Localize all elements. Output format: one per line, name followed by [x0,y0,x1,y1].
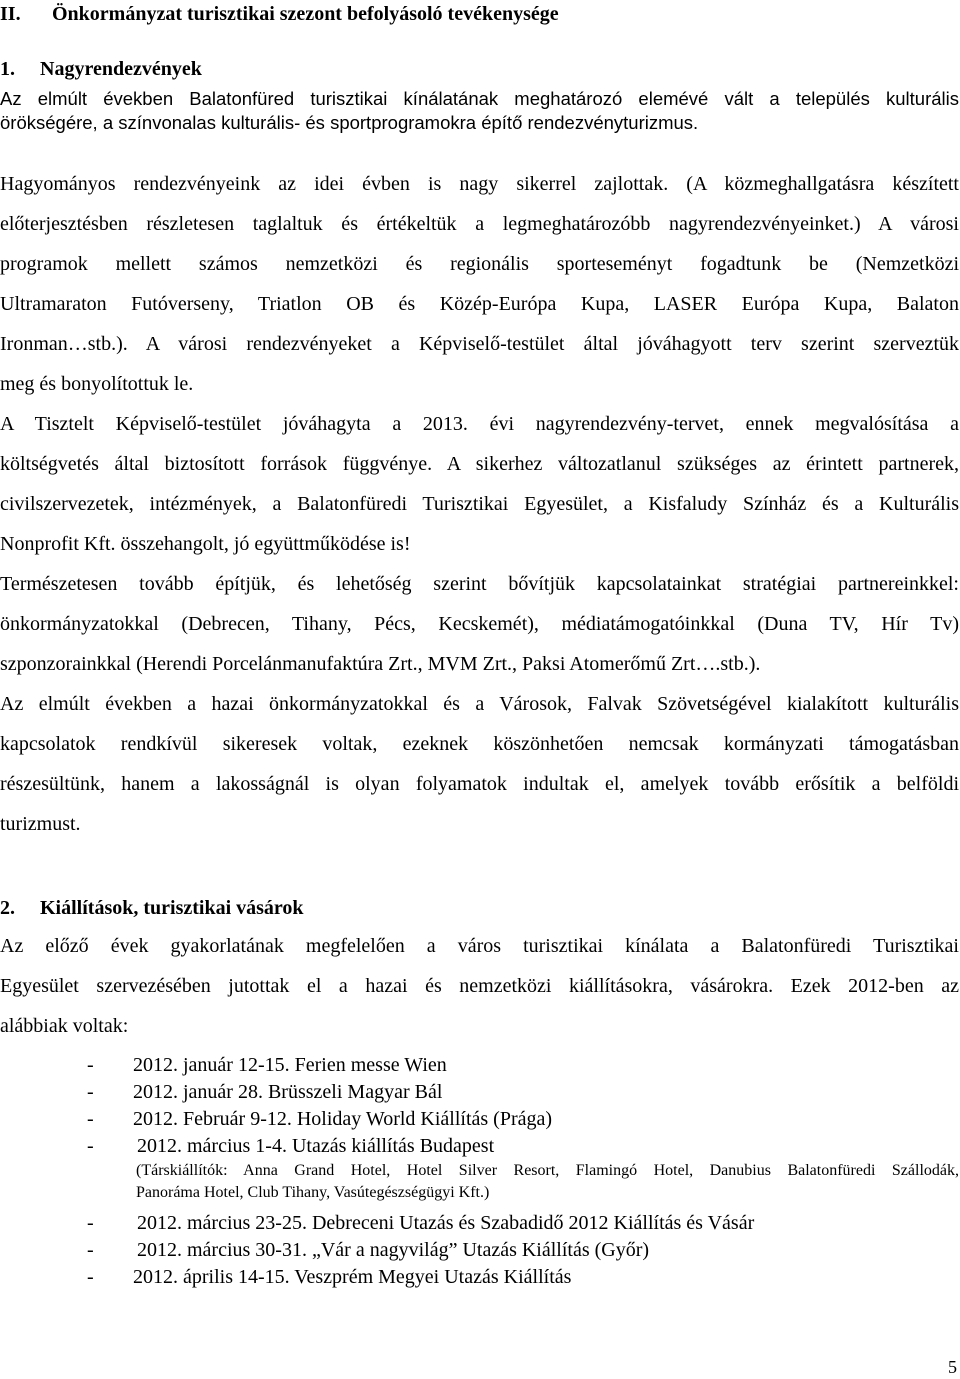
text-line: civilszervezetek, intézmények, a Balatonfüredi Turisztikai Egyesület, a Kisfaludy Színház és a Kulturális [0,493,959,515]
list-item [0,1106,960,1133]
section-number-2: 2. [0,897,15,919]
text-line: Ultramaraton Futóverseny, Triatlon OB és Közép-Európa Kupa, LASER Európa Kupa, Balaton [0,293,959,315]
page-number: 5 [948,1357,957,1377]
list-item-note [0,1160,960,1204]
list-item-text: 2012. március 30-31. „Vár a nagyvilág” Utazás Kiállítás (Győr) [137,1239,650,1261]
text-line: szponzorainkkal (Herendi Porcelánmanufaktúra Zrt., MVM Zrt., Paksi Atomerőmű Zrt….stb.). [0,653,761,675]
chapter-number: II. [0,3,21,25]
section-1-body [0,164,959,844]
list-item-text: 2012. március 23-25. Debreceni Utazás és Szabadidő 2012 Kiállítás és Vásár [137,1212,755,1234]
text-line: részesültünk, hanem a lakosságnál is olyan folyamatok indultak el, amelyek tovább erősítik a belföldi [0,773,959,795]
list-item [0,1079,960,1106]
section-number-1: 1. [0,58,15,80]
text-line: Hagyományos rendezvényeink az idei évben is nagy sikerrel zajlottak. (A közmeghallgatásra készített [0,173,959,195]
section-title-1: Nagyrendezvények [40,58,202,80]
text-line: kapcsolatok rendkívül sikeresek voltak, ezeknek köszönhetően nemcsak kormányzati támogatásban [0,733,959,755]
text-line: Nonprofit Kft. összehangolt, jó együttműködése is! [0,533,411,555]
note-line: Panoráma Hotel, Club Tihany, Vasútegészségügyi Kft.) [136,1184,490,1201]
text-line: Az előző évek gyakorlatának megfelelően a város turisztikai kínálata a Balatonfüredi Turisztikai [0,935,959,957]
text-line: A Tisztelt Képviselő-testület jóváhagyta a 2013. évi nagyrendezvény-tervet, ennek megvalósítása a [0,413,959,435]
text-line: Egyesület szervezésében jutottak el a hazai és nemzetközi kiállításokra, vásárokra. Ezek 2012-ben az [0,975,959,997]
text-line: Ironman…stb.). A városi rendezvényeket a Képviselő-testület által jóváhagyott terv szerint szerveztük [0,333,959,355]
text-line: Természetesen tovább építjük, és lehetőség szerint bővítjük kapcsolatainkat stratégiai partnereinkkel: [0,573,959,595]
section-heading-2 [0,897,304,920]
list-item-text: 2012. január 28. Brüsszeli Magyar Bál [133,1081,443,1103]
list-dash: - [87,1054,94,1076]
intro-line: Az elmúlt években Balatonfüred turisztikai kínálatának meghatározó elemévé vált a település kulturális [0,88,959,109]
text-line: előterjesztésben részletesen taglaltuk és értékeltük a legmeghatározóbb nagyrendezvényeinket.) A városi [0,213,959,235]
list-dash: - [87,1081,94,1103]
list-dash: - [87,1135,94,1157]
section-title-2: Kiállítások, turisztikai vásárok [40,897,304,919]
text-line: önkormányzatokkal (Debrecen, Tihany, Pécs, Kecskemét), médiatámogatóinkkal (Duna TV, Hír Tv) [0,613,959,635]
text-line: alábbiak voltak: [0,1015,129,1037]
text-line: Az elmúlt években a hazai önkormányzatokkal és a Városok, Falvak Szövetségével kialakított kulturális [0,693,959,715]
list-item [0,1264,960,1291]
list-item-text: 2012. január 12-15. Ferien messe Wien [133,1054,447,1076]
list-dash: - [87,1239,94,1261]
list-dash: - [87,1266,94,1288]
note-line: (Társkiállítók: Anna Grand Hotel, Hotel Silver Resort, Flamingó Hotel, Danubius Balatonfüredi Szállodák, [136,1162,959,1179]
text-line: turizmust. [0,813,81,835]
list-item [0,1210,960,1237]
text-line: költségvetés által biztosított források függvénye. A sikerhez változatlanul szükséges az érintett partnerek, [0,453,959,475]
list-item [0,1052,960,1079]
list-dash: - [87,1108,94,1130]
exhibition-list [0,1052,960,1291]
list-item-text: 2012. Február 9-12. Holiday World Kiállítás (Prága) [133,1108,553,1130]
list-item-text: 2012. április 14-15. Veszprém Megyei Utazás Kiállítás [133,1266,572,1288]
intro-line: örökségére, a színvonalas kulturális- és sportprogramokra építő rendezvényturizmus. [0,112,699,133]
list-item [0,1237,960,1264]
list-dash: - [87,1212,94,1234]
list-item-text: 2012. március 1-4. Utazás kiállítás Budapest [137,1135,495,1157]
section-1-intro [0,87,959,135]
text-line: programok mellett számos nemzetközi és regionális sporteseményt fogadtunk be (Nemzetközi [0,253,959,275]
text-line: meg és bonyolítottuk le. [0,373,194,395]
chapter-heading [0,3,559,26]
section-heading-1 [0,58,202,81]
section-2-body [0,926,959,1046]
chapter-title: Önkormányzat turisztikai szezont befolyásoló tevékenysége [52,3,559,25]
list-item [0,1133,960,1160]
